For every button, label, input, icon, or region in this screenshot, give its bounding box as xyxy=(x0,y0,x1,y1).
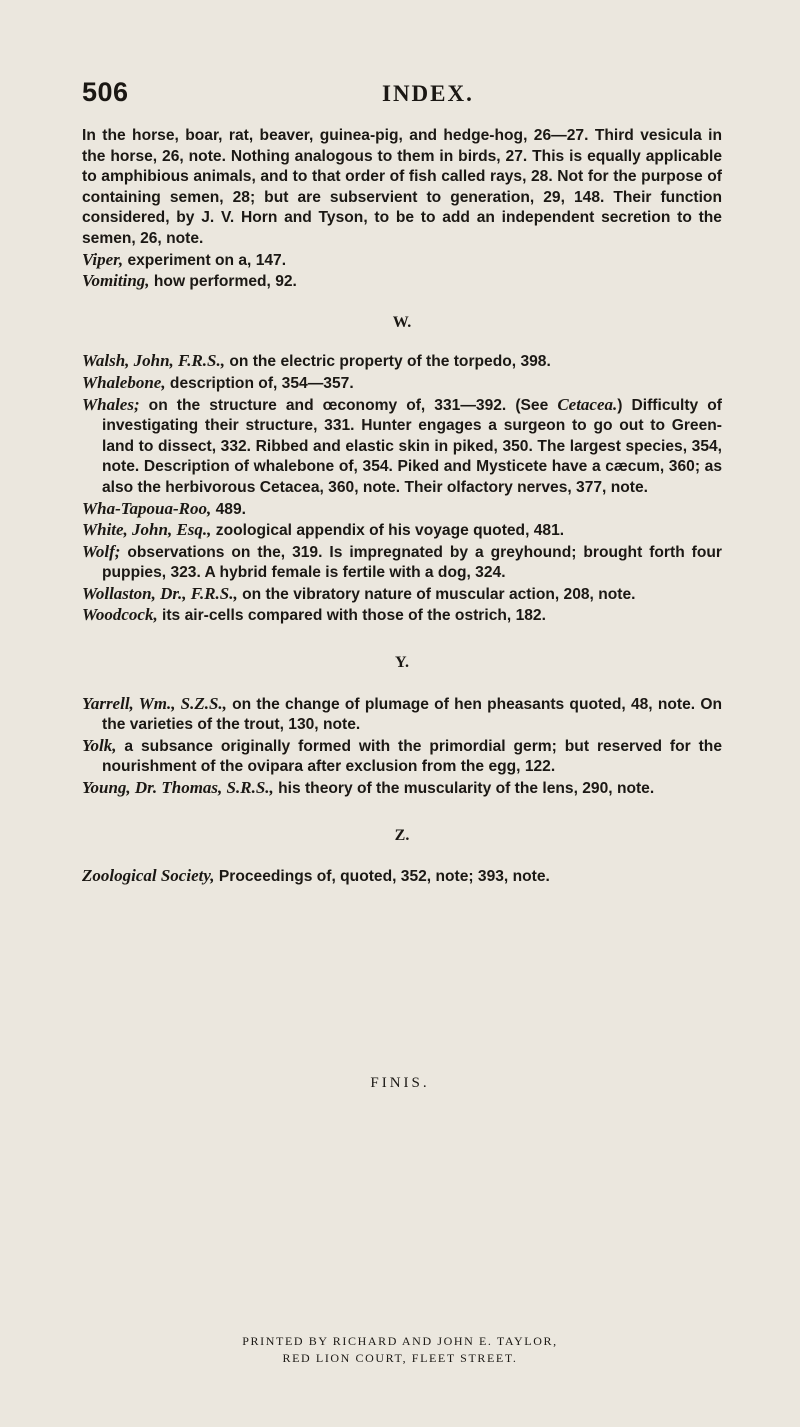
entry-text: zoological appendix of his voyage quoted, 481. xyxy=(211,522,565,540)
index-entry-young xyxy=(82,778,722,800)
entry-headword: Wollaston, Dr., F.R.S., xyxy=(82,583,238,603)
entry-text: experiment on a, 147. xyxy=(123,251,287,269)
index-entry-yarrell xyxy=(82,694,722,736)
entry-text: on the structure and œconomy of, 331—392. (See xyxy=(139,396,558,414)
entry-headword: Zoological Society, xyxy=(82,866,215,886)
index-entry-wha-tapoua-roo xyxy=(82,499,722,521)
entry-headword: Whales; xyxy=(82,394,140,414)
section-letter-y: Y. xyxy=(394,654,410,672)
colophon-line-2: RED LION COURT, FLEET STREET. xyxy=(282,1351,518,1365)
page-number: 506 xyxy=(82,77,129,107)
entry-text: 489. xyxy=(211,500,246,518)
entry-text: a subsance originally formed with the primordial germ; but reserved for the nourishment of the ovipara after exclusion from the egg, 122. xyxy=(102,737,722,776)
section-letter-w: W. xyxy=(392,313,412,331)
continued-entry: In the horse, boar, rat, beaver, guinea-pig, and hedge-hog, 26—27. Third vesicula in the horse, 26, note. Nothing analogous to them in birds, 27. This is equally applicable to amphibious animals, and to that order of fish called rays, 28. Not for the purpose of containing semen, 28; but are subservient to generation, 29, 148. Their function considered, by J. V. Horn and Tyson, to be to add an independent secretion to the semen, 26, note. xyxy=(82,127,722,247)
cross-reference: Cetacea. xyxy=(557,394,618,414)
entry-text: description of, 354—357. xyxy=(165,374,354,392)
index-entry-walsh xyxy=(82,351,722,373)
index-entry-yolk xyxy=(82,736,722,778)
entry-headword: Vomiting, xyxy=(82,271,150,291)
entry-headword: Viper, xyxy=(82,249,124,269)
index-entry-zoological-society xyxy=(82,866,722,888)
entry-headword: Wolf; xyxy=(82,541,121,561)
entry-headword: Yolk, xyxy=(82,735,117,755)
colophon-line-1: PRINTED BY RICHARD AND JOHN E. TAYLOR, xyxy=(242,1334,558,1348)
index-entry-whales xyxy=(82,395,722,499)
index-entry-wolf xyxy=(82,542,722,584)
section-letter-z: Z. xyxy=(394,826,410,844)
entry-text-continued: ) Difficulty of investigating their structure, 331. Hunter engages a surgeon to go out to Green-land to dissect, 332. Ribbed and elastic skin in piked, 350. The largest species, 354, note. Description of whalebone of, 354. Piked and Mysticete have a cæcum, 360; as also the herbivorous Cetacea, 360, note. Their olfactory nerves, 377, note. xyxy=(102,396,722,496)
entry-headword: White, John, Esq., xyxy=(82,520,212,540)
index-entry-whalebone xyxy=(82,373,722,395)
entry-text: on the vibratory nature of muscular action, 208, note. xyxy=(237,585,636,603)
entry-headword: Whalebone, xyxy=(82,372,166,392)
entry-text: its air-cells compared with those of the ostrich, 182. xyxy=(157,607,546,625)
finis-mark: FINIS. xyxy=(370,1075,430,1091)
entry-headword: Walsh, John, F.R.S., xyxy=(82,351,225,371)
running-head: INDEX. xyxy=(382,81,474,106)
entry-headword: Wha-Tapoua-Roo, xyxy=(82,498,212,518)
page-header xyxy=(82,77,722,113)
index-entry-white xyxy=(82,520,722,542)
index-body xyxy=(82,126,722,888)
entry-text: how performed, 92. xyxy=(149,273,297,291)
entry-text: on the electric property of the torpedo, 398. xyxy=(225,353,551,371)
index-entry-woodcock xyxy=(82,605,722,627)
entry-headword: Yarrell, Wm., S.Z.S., xyxy=(82,693,227,713)
entry-headword: Young, Dr. Thomas, S.R.S., xyxy=(82,778,274,798)
entry-text: observations on the, 319. Is impregnated by a greyhound; brought forth four puppies, 323. A hybrid female is fertile with a dog, 324. xyxy=(102,543,722,582)
entry-text: on the change of plumage of hen pheasants quoted, 48, note. On the varieties of the trout, 130, note. xyxy=(102,695,723,734)
index-entry-wollaston xyxy=(82,584,722,606)
printer-colophon xyxy=(0,1333,800,1367)
entry-headword: Woodcock, xyxy=(82,605,158,625)
entry-text: his theory of the muscularity of the lens, 290, note. xyxy=(273,780,655,798)
index-entry-viper xyxy=(82,250,722,272)
index-entry-vomiting xyxy=(82,271,722,293)
entry-text: Proceedings of, quoted, 352, note; 393, note. xyxy=(214,868,550,886)
